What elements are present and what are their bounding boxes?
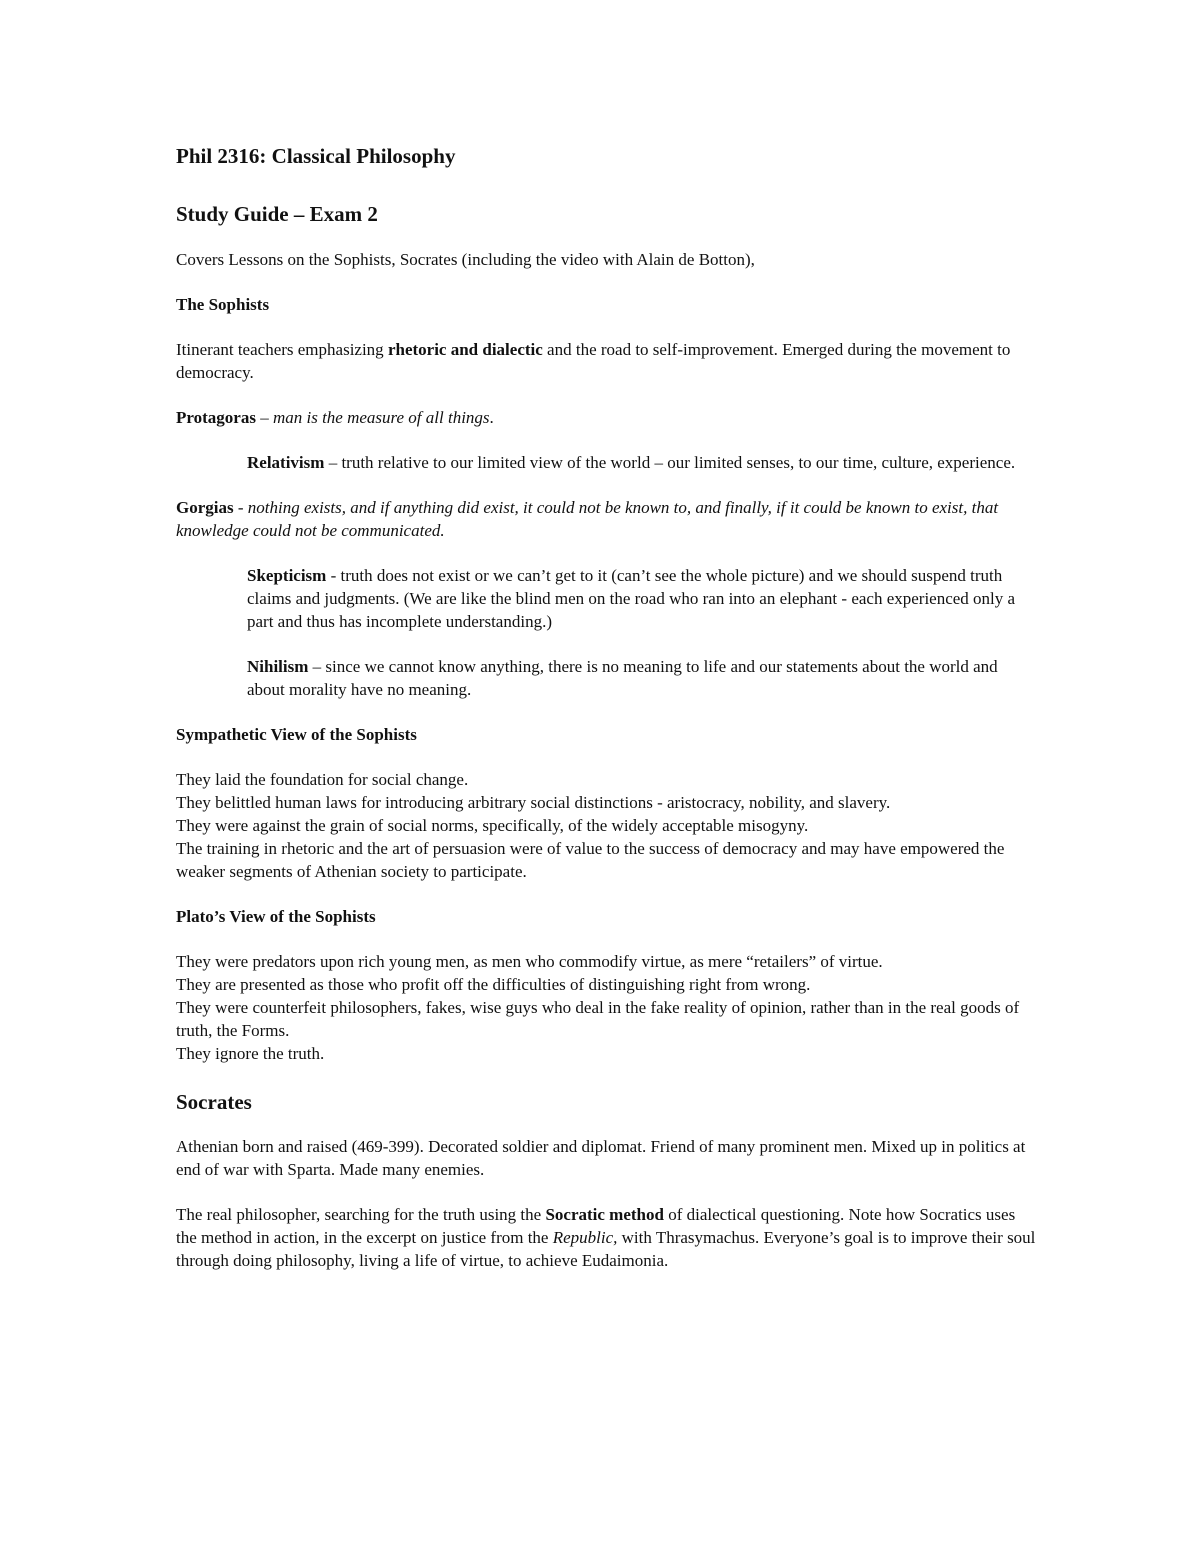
socrates-bio: Athenian born and raised (469-399). Decorated soldier and diplomat. Friend of many prominent men. Mixed up in politics at end of war with Sparta. Made many enemies. xyxy=(176,1137,1026,1179)
plato-heading: Plato’s View of the Sophists xyxy=(176,907,376,926)
sympathetic-line: They laid the foundation for social change. xyxy=(176,770,469,789)
guide-title: Study Guide – Exam 2 xyxy=(176,202,378,226)
plato-line: They were counterfeit philosophers, fakes, wise guys who deal in the fake reality of opinion, rather than in the real goods of truth, the Forms. xyxy=(176,998,1020,1040)
skepticism-item: Skepticism - truth does not exist or we can’t get to it (can’t see the whole picture) and we should suspend truth claims and judgments. (We are like the blind men on the road who ran into an elephant - each experienced only a part and thus has incomplete understanding.) xyxy=(247,566,1016,631)
nihilism-item: Nihilism – since we cannot know anything, there is no meaning to life and our statements about the world and about morality have no meaning. xyxy=(247,657,998,699)
gorgias-line: Gorgias - nothing exists, and if anything did exist, it could not be known to, and finally, if it could be known to exist, that knowledge could not be communicated. xyxy=(176,498,999,540)
plato-line: They are presented as those who profit off the difficulties of distinguishing right from wrong. xyxy=(176,975,811,994)
socrates-method: The real philosopher, searching for the truth using the Socratic method of dialectical questioning. Note how Socratics uses the method in action, in the excerpt on justice from the Republic, with Thrasymachus. Everyone’s goal is to improve their soul through doing philosophy, living a life of virtue, to achieve Eudaimonia. xyxy=(176,1205,1036,1270)
covers-line: Covers Lessons on the Sophists, Socrates (including the video with Alain de Botton), xyxy=(176,250,755,269)
sophists-intro: Itinerant teachers emphasizing rhetoric and dialectic and the road to self-improvement. Emerged during the movement to democracy. xyxy=(176,340,1011,382)
plato-line: They ignore the truth. xyxy=(176,1044,325,1063)
sophists-heading: The Sophists xyxy=(176,295,270,314)
sympathetic-line: They belittled human laws for introducing arbitrary social distinctions - aristocracy, nobility, and slavery. xyxy=(176,793,891,812)
sympathetic-line: The training in rhetoric and the art of persuasion were of value to the success of democracy and may have empowered the weaker segments of Athenian society to participate. xyxy=(176,839,1005,881)
course-title: Phil 2316: Classical Philosophy xyxy=(176,144,456,168)
sympathetic-heading: Sympathetic View of the Sophists xyxy=(176,725,417,744)
sympathetic-line: They were against the grain of social norms, specifically, of the widely acceptable misogyny. xyxy=(176,816,809,835)
socrates-heading: Socrates xyxy=(176,1090,252,1114)
protagoras-line: Protagoras – man is the measure of all things. xyxy=(176,408,494,427)
plato-line: They were predators upon rich young men, as men who commodify virtue, as mere “retailers” of virtue. xyxy=(176,952,883,971)
relativism-item: Relativism – truth relative to our limited view of the world – our limited senses, to our time, culture, experience. xyxy=(247,453,1016,472)
document-page xyxy=(176,140,1036,1272)
